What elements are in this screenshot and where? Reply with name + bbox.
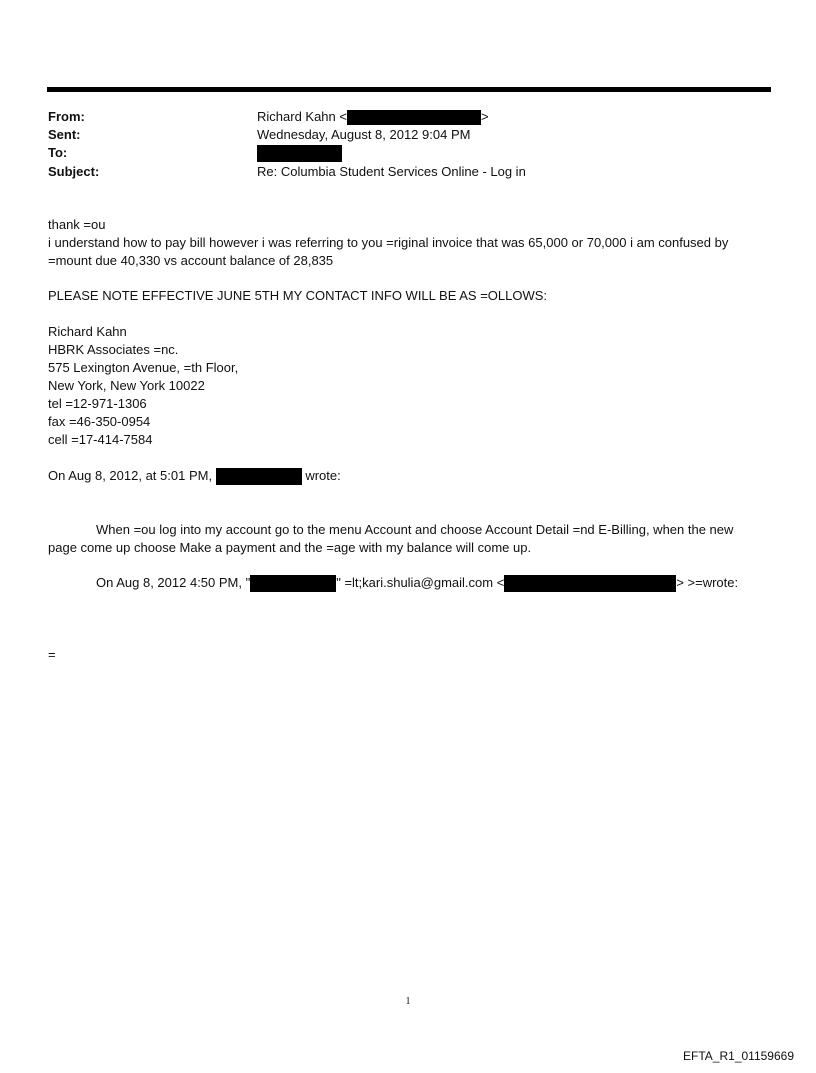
redaction-box [347, 110, 481, 125]
signature-line: 575 Lexington Avenue, =th Floor, [48, 360, 239, 375]
signature-line: tel =12-971-1306 [48, 396, 147, 411]
header-rule [47, 87, 771, 92]
body-line: =mount due 40,330 vs account balance of 28,835 [48, 253, 334, 268]
signature-block [48, 323, 768, 449]
reply-paragraph [48, 521, 768, 557]
document-id: EFTA_R1_01159669 [683, 1049, 794, 1063]
from-value [257, 108, 489, 125]
quote2-suffix: > >=wrote: [676, 575, 739, 590]
reply-line: page come up choose Make a payment and the =age with my balance will come up. [48, 540, 532, 555]
page-number: 1 [405, 996, 411, 1007]
quote-line [48, 467, 768, 485]
quote2-prefix: On Aug 8, 2012 4:50 PM, " [96, 575, 251, 590]
quote1-prefix: On Aug 8, 2012, at 5:01 PM, [48, 468, 213, 483]
quote-header-1 [48, 467, 768, 485]
signature-line: New York, New York 10022 [48, 378, 205, 393]
quote-header-2 [48, 574, 768, 592]
trailing-mark [48, 646, 768, 664]
sent-value: Wednesday, August 8, 2012 9:04 PM [257, 127, 471, 142]
quote-line [48, 574, 768, 592]
contact-notice [48, 287, 768, 305]
signature-line: HBRK Associates =nc. [48, 342, 179, 357]
message-body [48, 216, 768, 270]
sent-label: Sent: [48, 127, 81, 142]
subject-value: Re: Columbia Student Services Online - Log in [257, 164, 526, 179]
quote1-suffix: wrote: [305, 468, 341, 483]
signature-line: Richard Kahn [48, 324, 127, 339]
body-line: i understand how to pay bill however i was referring to you =riginal invoice that was 65,000 or 70,000 i am confused by [48, 235, 729, 250]
signature-line: cell =17-414-7584 [48, 432, 153, 447]
signature-line: fax =46-350-0954 [48, 414, 151, 429]
notice-line: PLEASE NOTE EFFECTIVE JUNE 5TH MY CONTACT INFO WILL BE AS =OLLOWS: [48, 288, 548, 303]
to-label: To: [48, 145, 68, 160]
body-line: thank =ou [48, 217, 106, 232]
quote2-mid: " =lt;kari.shulia@gmail.com < [336, 575, 505, 590]
trailing-char: = [48, 647, 56, 662]
redaction-box [257, 145, 342, 162]
reply-line: When =ou log into my account go to the menu Account and choose Account Detail =nd E-Billing, when the new [96, 522, 734, 537]
redaction-box [250, 575, 336, 592]
subject-label: Subject: [48, 164, 100, 179]
from-name: Richard Kahn < [257, 109, 347, 124]
from-close: > [480, 109, 489, 124]
to-value [257, 144, 342, 162]
redaction-box [504, 575, 676, 592]
from-label: From: [48, 109, 85, 124]
redaction-box [216, 468, 302, 485]
